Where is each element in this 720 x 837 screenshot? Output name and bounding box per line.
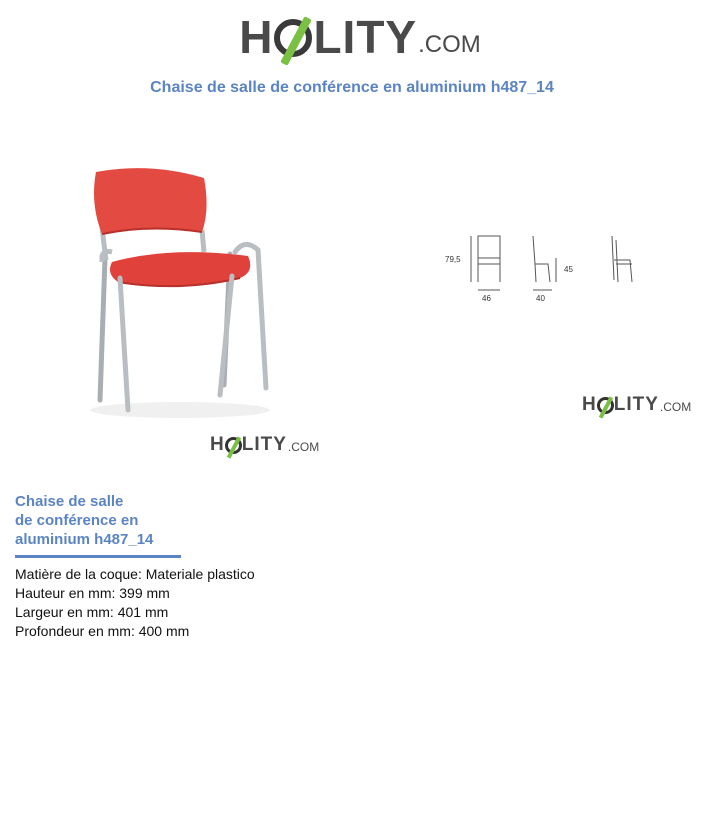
width-label: 46 xyxy=(482,294,491,303)
spec-list xyxy=(15,565,255,641)
logo-text-right: LITY xyxy=(313,11,418,63)
dimensions-drawing xyxy=(440,230,650,310)
page-title: Chaise de salle de conférence en aluminium h487_14 xyxy=(150,79,554,96)
depth-label: 40 xyxy=(536,294,545,303)
product-heading-line: Chaise de salle xyxy=(15,493,124,510)
spec-height: Hauteur en mm: 399 mm xyxy=(15,585,170,601)
holity-logo[interactable] xyxy=(0,11,720,63)
logo-text-left: H xyxy=(210,434,225,455)
logo-text-right: LITY xyxy=(241,434,287,455)
logo-text-right: LITY xyxy=(613,394,659,415)
logo-o-icon xyxy=(274,19,312,57)
logo-text-left: H xyxy=(582,394,597,415)
logo-o-icon xyxy=(597,397,614,414)
logo-o-icon xyxy=(225,437,242,454)
holity-logo-watermark xyxy=(210,435,319,455)
logo-com: .COM xyxy=(659,400,692,414)
height-label: 79,5 xyxy=(445,255,461,264)
product-heading-line: de conférence en xyxy=(15,512,139,529)
seat-height-label: 45 xyxy=(564,265,573,274)
logo-com: .COM xyxy=(287,440,320,454)
spec-material: Matière de la coque: Materiale plastico xyxy=(15,566,255,582)
logo-com: .COM xyxy=(418,31,481,58)
holity-logo-watermark xyxy=(582,395,691,415)
chair-photo xyxy=(80,160,280,420)
product-heading-line: aluminium h487_14 xyxy=(15,531,154,548)
spec-width: Largeur en mm: 401 mm xyxy=(15,604,169,620)
product-heading xyxy=(15,492,181,558)
logo-text-left: H xyxy=(239,11,274,63)
spec-depth: Profondeur en mm: 400 mm xyxy=(15,623,190,639)
